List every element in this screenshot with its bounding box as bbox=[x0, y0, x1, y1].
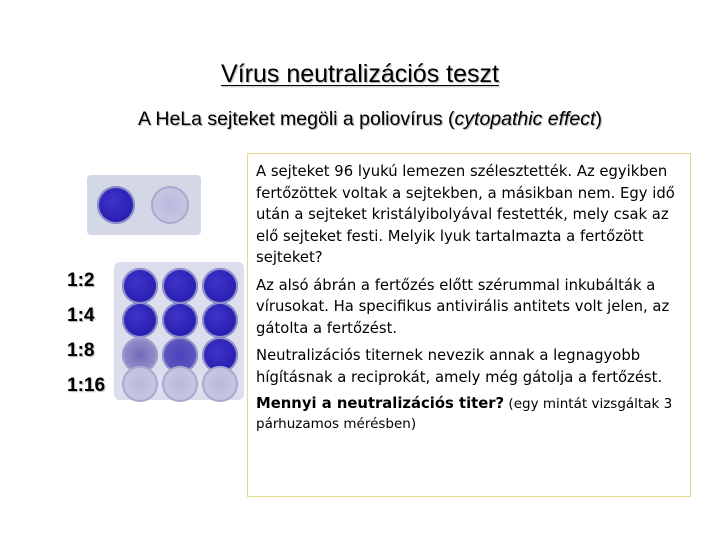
subtitle-italic: cytopathic effect bbox=[454, 108, 596, 130]
question-note: (egy mintát vizsgáltak 3 párhuzamos mérésben) bbox=[256, 396, 673, 432]
question-bold: Mennyi a neutralizációs titer? bbox=[256, 395, 505, 412]
explanation-box bbox=[247, 153, 691, 497]
well-1-1 bbox=[122, 268, 158, 304]
neutralization-plate-image bbox=[114, 262, 244, 400]
well-1-3 bbox=[202, 268, 238, 304]
well-2-2 bbox=[162, 302, 198, 338]
well-2-3 bbox=[202, 302, 238, 338]
paragraph-serum-incubation: Az alsó ábrán a fertőzés előtt szérummal inkubálták a vírusokat. Ha specifikus antivirális antitets volt jelen, az gátolta a fertőzést. bbox=[256, 276, 670, 337]
well-4-3 bbox=[202, 366, 238, 402]
dilution-label: 1:4 bbox=[67, 305, 95, 326]
slide-subtitle bbox=[0, 108, 720, 131]
paragraph-plate-setup: A sejteket 96 lyukú lemezen szélesztették. Az egyikben fertőzöttek voltak a sejtekben, a másikban nem. Egy idő után a sejteket kristályibolyával festették, mely csak az elő sejteket festi. Melyik lyuk tartalmazta a fertőzött sejteket? bbox=[256, 163, 675, 266]
well-2-1 bbox=[122, 302, 158, 338]
dilution-label: 1:2 bbox=[67, 270, 95, 291]
dilution-label: 1:16 bbox=[67, 375, 106, 396]
subtitle-suffix: ) bbox=[595, 108, 602, 130]
well-infected bbox=[151, 186, 189, 224]
well-4-1 bbox=[122, 366, 158, 402]
top-plate-image bbox=[87, 175, 201, 235]
well-uninfected bbox=[97, 186, 135, 224]
question bbox=[256, 394, 684, 434]
well-1-2 bbox=[162, 268, 198, 304]
dilution-label: 1:8 bbox=[67, 340, 95, 361]
well-4-2 bbox=[162, 366, 198, 402]
slide-title: Vírus neutralizációs teszt bbox=[221, 60, 499, 88]
subtitle-prefix: A HeLa sejteket megöli a poliovírus ( bbox=[138, 108, 455, 130]
paragraph-titer-definition: Neutralizációs titernek nevezik annak a legnagyobb hígításnak a reciprokát, amely még gátolja a fertőzést. bbox=[256, 347, 663, 386]
